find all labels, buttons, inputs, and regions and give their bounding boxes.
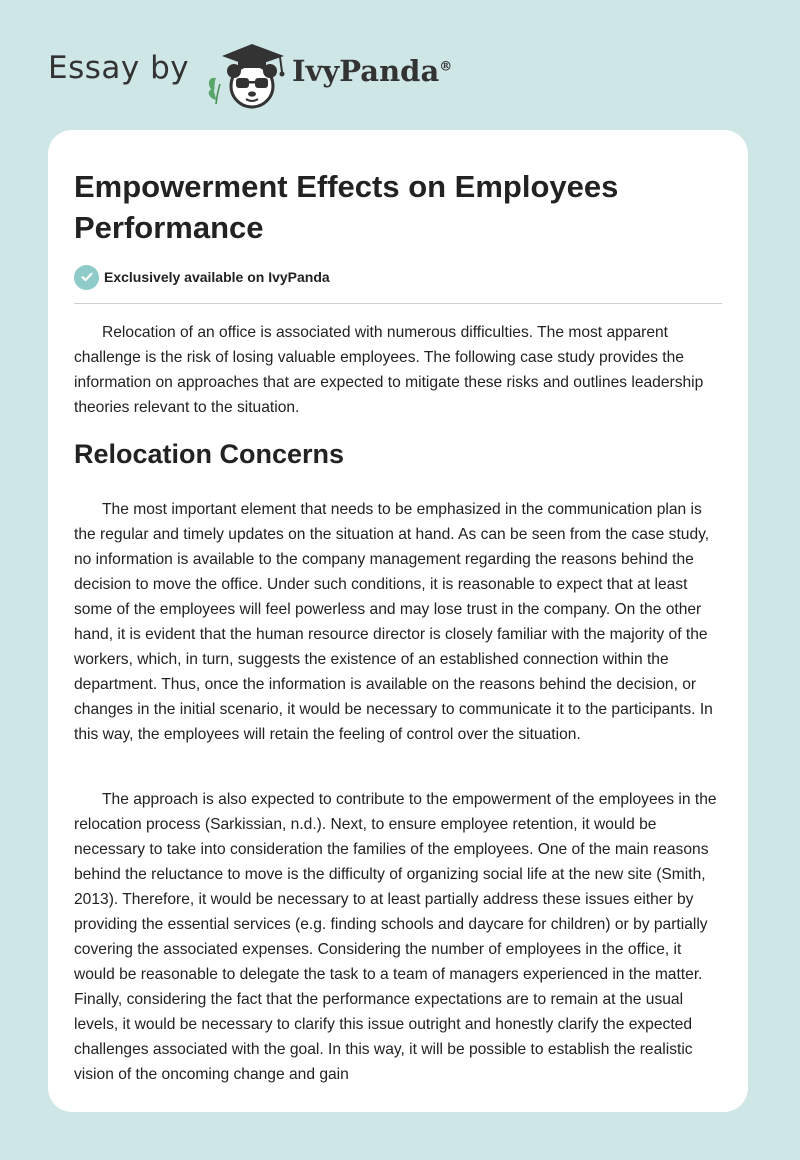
exclusive-badge	[74, 264, 330, 290]
page-title: Empowerment Effects on Employees Performance	[74, 169, 619, 245]
essay-by-label: Essay by	[48, 50, 190, 86]
section-heading: Relocation Concerns	[74, 439, 345, 469]
body-paragraph-2: The approach is also expected to contribute to the empowerment of the employees in the relocation process (Sarkissian, n.d.). Next, to ensure employee retention, it would be necessary to take into consideration the families of the employees. One of the main reasons behind the reluctance to move is the difficulty of organizing social life at the new site (Smith, 2013). Therefore, it would be necessary to at least partially address these issues either by providing the essential services (e.g. finding schools and daycare for children) or by partially covering the associated expenses. Considering the number of employees in the office, it would be reasonable to delegate the task to a team of managers experienced in the matter. Finally, considering the fact that the performance expectations are to remain at the usual levels, it would be necessary to clarify this issue outright and honestly clarify the expected challenges associated with the goal. In this way, it will be possible to establish the realistic vision of the oncoming change and gain	[74, 791, 717, 1083]
trademark-symbol: ®	[439, 59, 453, 75]
divider	[74, 303, 722, 304]
panda-logo-icon[interactable]	[200, 34, 295, 110]
body-paragraph-1: The most important element that needs to be emphasized in the communication plan is the regular and timely updates on the situation at hand. As can be seen from the case study, no information is available to the company management regarding the reasons behind the decision to move the office. Under such conditions, it is reasonable to expect that at least some of the employees will feel powerless and may lose trust in the company. On the other hand, it is evident that the human resource director is closely familiar with the majority of the workers, which, in turn, suggests the existence of an established connection within the department. Thus, once the information is available on the reasons behind the decision, or changes in the initial scenario, it would be necessary to communicate it to the participants. In this way, the employees will retain the feeling of control over the situation.	[74, 501, 713, 743]
brand-text: IvyPanda	[292, 54, 440, 88]
intro-paragraph: Relocation of an office is associated with numerous difficulties. The most apparent challenge is the risk of losing valuable employees. The following case study provides the information on approaches that are expected to mitigate these risks and outlines leadership theories relevant to the situation.	[74, 324, 704, 416]
site-header	[0, 0, 800, 130]
check-icon	[74, 265, 99, 290]
essay-card	[48, 130, 748, 1112]
brand-name[interactable]	[292, 54, 452, 88]
exclusive-badge-label: Exclusively available on IvyPanda	[104, 269, 330, 285]
